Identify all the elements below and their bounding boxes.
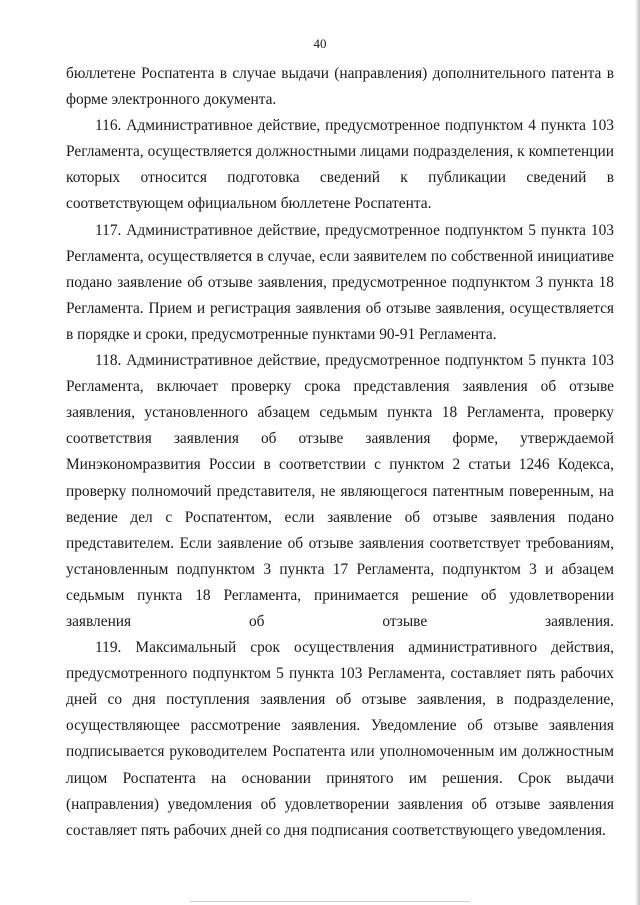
scan-edge-shadow: [635, 0, 640, 905]
document-body: [66, 61, 614, 844]
paragraph-119: 119. Максимальный срок осуществления административного действия, предусмотренного подпунктом 5 пункта 103 Регламента, составляет пять рабочих дней со дня поступления заявления об отзыве заявления, в подразделение, осуществляющее рассмотрение заявления. Уведомление об отзыве заявления подписывается руководителем Роспатента или уполномоченным им должностным лицом Роспатента на основании принятого им решения. Срок выдачи (направления) уведомления об удовлетворении заявления об отзыве заявления составляет пять рабочих дней со дня подписания соответствующего уведомления.: [66, 639, 614, 839]
paragraph-116: 116. Административное действие, предусмотренное подпунктом 4 пункта 103 Регламента, осуществляется должностными лицами подразделения, к компетенции которых относится подготовка сведений к публикации сведений в соответствующем официальном бюллетене Роспатента.: [66, 117, 614, 213]
paragraph-117: 117. Административное действие, предусмотренное подпунктом 5 пункта 103 Регламента, осуществляется в случае, если заявителем по собственной инициативе подано заявление об отзыве заявления, предусмотренное подпунктом 3 пункта 18 Регламента. Прием и регистрация заявления об отзыве заявления, осуществляется в порядке и сроки, предусмотренные пунктами 90-91 Регламента.: [66, 221, 614, 343]
paragraph-continuation: бюллетене Роспатента в случае выдачи (направления) дополнительного патента в форме электронного документа.: [66, 65, 614, 109]
page-number: 40: [313, 36, 327, 51]
paragraph-118: 118. Административное действие, предусмотренное подпунктом 5 пункта 103 Регламента, включает проверку срока представления заявления об отзыве заявления, установленного абзацем седьмым пункта 18 Регламента, проверку соответствия заявления об отзыве заявления форме, утверждаемой Минэкономразвития России в соответствии с пунктом 2 статьи 1246 Кодекса, проверку полномочий представителя, не являющегося патентным поверенным, на ведение дел с Роспатентом, если заявление об отзыве заявления подано представителем. Если заявление об отзыве заявления соответствует требованиям, установленным подпунктом 3 пункта 17 Регламента, подпунктом 3 и абзацем седьмым пункта 18 Регламента, принимается решение об удовлетворении заявления об отзыве заявления.: [66, 352, 614, 630]
scan-bottom-mark: [190, 901, 470, 902]
